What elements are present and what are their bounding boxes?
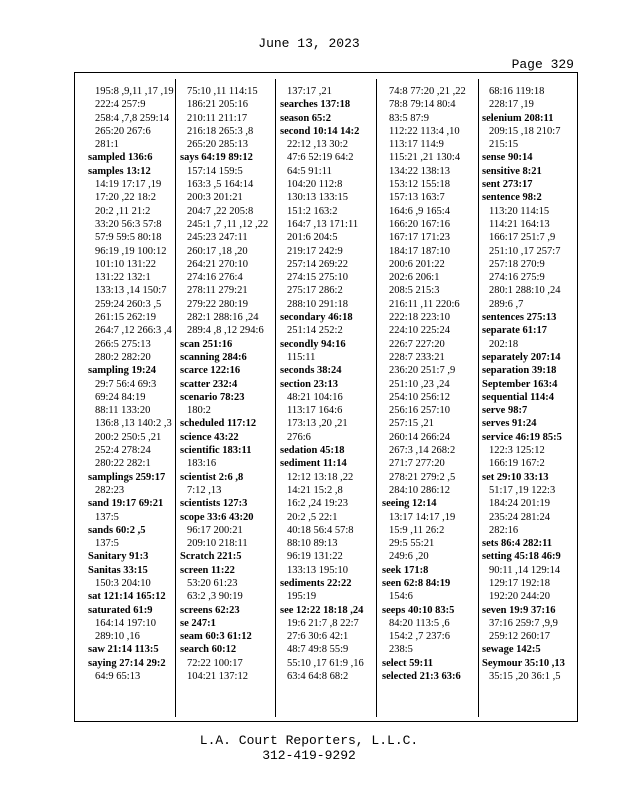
index-reference-line: 17:20 ,22 18:2: [95, 192, 156, 204]
index-headword-line: Sanitary 91:3: [88, 551, 149, 563]
index-reference-line: 209:15 ,18 210:7: [489, 125, 561, 137]
index-reference-line: 289:4 ,8 ,12 294:6: [187, 325, 264, 337]
index-column-2: [180, 85, 276, 683]
index-reference-line: 288:10 291:18: [287, 298, 348, 310]
index-reference-line: 136:8 ,13 140:2 ,3: [95, 418, 172, 430]
index-reference-line: 137:5: [95, 538, 119, 550]
index-headword-line: season 65:2: [280, 112, 332, 124]
footer-phone: 312-419-9292: [262, 748, 356, 763]
index-headword-line: science 43:22: [180, 431, 239, 443]
index-headword-line: scenario 78:23: [180, 391, 245, 403]
index-reference-line: 252:4 278:24: [95, 445, 151, 457]
index-headword-line: sewage 142:5: [482, 644, 541, 656]
index-headword-line: sense 90:14: [482, 152, 533, 164]
index-headword-line: separately 207:14: [482, 351, 561, 363]
index-reference-line: 55:10 ,17 61:9 ,16: [287, 657, 364, 669]
index-reference-line: 72:22 100:17: [187, 657, 243, 669]
index-reference-line: 69:24 84:19: [95, 391, 146, 403]
column-divider: [376, 79, 377, 717]
index-headword-line: scientific 183:11: [180, 445, 252, 457]
index-reference-line: 202:6 206:1: [389, 272, 440, 284]
index-reference-line: 210:11 211:17: [187, 112, 248, 124]
index-reference-line: 236:20 251:7 ,9: [389, 365, 456, 377]
index-column-4: [382, 85, 478, 683]
index-reference-line: 245:23 247:11: [187, 232, 248, 244]
index-headword-line: search 60:12: [180, 644, 237, 656]
index-reference-line: 29:5 55:21: [389, 538, 435, 550]
index-headword-line: saturated 61:9: [88, 604, 153, 616]
index-reference-line: 215:15: [489, 139, 519, 151]
index-reference-line: 265:20 267:6: [95, 125, 151, 137]
index-reference-line: 228:7 233:21: [389, 351, 445, 363]
index-reference-line: 289:10 ,16: [95, 631, 140, 643]
index-reference-line: 180:2: [187, 405, 211, 417]
index-headword-line: scan 251:16: [180, 338, 233, 350]
index-reference-line: 184:17 187:10: [389, 245, 450, 257]
index-reference-line: 278:21 279:2 ,5: [389, 471, 456, 483]
index-reference-line: 104:20 112:8: [287, 179, 343, 191]
index-headword-line: sedation 45:18: [280, 445, 345, 457]
index-reference-line: 51:17 ,19 122:3: [489, 484, 556, 496]
index-reference-line: 137:5: [95, 511, 119, 523]
index-reference-line: 265:20 285:13: [187, 139, 248, 151]
index-reference-line: 251:14 252:2: [287, 325, 343, 337]
index-reference-line: 75:10 ,11 114:15: [187, 86, 258, 97]
index-headword-line: says 64:19 89:12: [180, 152, 253, 164]
index-reference-line: 48:7 49:8 55:9: [287, 644, 349, 656]
index-reference-line: 151:2 163:2: [287, 205, 338, 217]
index-reference-line: 112:22 113:4 ,10: [389, 125, 460, 137]
index-reference-line: 251:10 ,23 ,24: [389, 378, 450, 390]
index-headword-line: sent 273:17: [482, 179, 533, 191]
index-reference-line: 37:16 259:7 ,9,9: [489, 617, 558, 629]
index-headword-line: scope 33:6 43:20: [180, 511, 254, 523]
index-reference-line: 281:1: [95, 139, 119, 151]
index-headword-line: service 46:19 85:5: [482, 431, 562, 443]
index-reference-line: 115:11: [287, 351, 316, 363]
index-headword-line: saw 21:14 113:5: [88, 644, 159, 656]
index-reference-line: 96:19 131:22: [287, 551, 343, 563]
index-reference-line: 16:2 ,24 19:23: [287, 498, 348, 510]
index-reference-line: 157:14 159:5: [187, 165, 243, 177]
index-reference-line: 267:3 ,14 268:2: [389, 445, 456, 457]
index-reference-line: 216:18 265:3 ,8: [187, 125, 254, 137]
index-column-5: [482, 85, 578, 683]
index-reference-line: 200:2 250:5 ,21: [95, 431, 162, 443]
index-reference-line: 278:11 279:21: [187, 285, 248, 297]
index-headword-line: secondly 94:16: [280, 338, 346, 350]
index-headword-line: selected 21:3 63:6: [382, 671, 461, 683]
index-headword-line: seeps 40:10 83:5: [382, 604, 455, 616]
column-divider: [175, 79, 176, 717]
index-reference-line: 96:17 200:21: [187, 524, 243, 536]
index-reference-line: 83:5 87:9: [389, 112, 429, 124]
index-headword-line: Seymour 35:10 ,13: [482, 657, 565, 669]
index-reference-line: 53:20 61:23: [187, 577, 238, 589]
index-reference-line: 266:5 275:13: [95, 338, 151, 350]
index-reference-line: 256:16 257:10: [389, 405, 450, 417]
index-column-1: [88, 85, 184, 683]
index-headword-line: seen 62:8 84:19: [382, 577, 451, 589]
index-reference-line: 228:17 ,19: [489, 99, 534, 111]
index-reference-line: 259:24 260:3 ,5: [95, 298, 162, 310]
index-reference-line: 219:17 242:9: [287, 245, 343, 257]
index-reference-line: 254:10 256:12: [389, 391, 450, 403]
index-headword-line: scientist 2:6 ,8: [180, 471, 244, 483]
index-headword-line: Sanitas 33:15: [88, 564, 148, 576]
index-reference-line: 133:13 ,14 150:7: [95, 285, 167, 297]
index-reference-line: 195:19: [287, 591, 317, 603]
index-reference-line: 63:2 ,3 90:19: [187, 591, 243, 603]
index-headword-line: second 10:14 14:2: [280, 125, 360, 137]
index-reference-line: 68:16 119:18: [489, 86, 545, 97]
index-reference-line: 279:22 280:19: [187, 298, 248, 310]
index-headword-line: searches 137:18: [280, 99, 351, 111]
index-headword-line: secondary 46:18: [280, 312, 353, 324]
index-column-3: [280, 85, 376, 683]
index-headword-line: serve 98:7: [482, 405, 528, 417]
index-reference-line: 201:6 204:5: [287, 232, 338, 244]
index-reference-line: 130:13 133:15: [287, 192, 348, 204]
index-reference-line: 113:20 114:15: [489, 205, 550, 217]
index-headword-line: sat 121:14 165:12: [88, 591, 166, 603]
index-reference-line: 96:19 ,19 100:12: [95, 245, 167, 257]
index-reference-line: 184:24 201:19: [489, 498, 550, 510]
index-reference-line: 88:10 89:13: [287, 538, 338, 550]
index-reference-line: 259:12 260:17: [489, 631, 550, 643]
index-headword-line: separation 39:18: [482, 365, 557, 377]
index-reference-line: 88:11 133:20: [95, 405, 151, 417]
index-reference-line: 7:12 ,13: [187, 484, 222, 496]
index-reference-line: 200:3 201:21: [187, 192, 243, 204]
index-reference-line: 280:1 288:10 ,24: [489, 285, 561, 297]
page-number: Page 329: [511, 57, 574, 72]
index-headword-line: sediments 22:22: [280, 577, 352, 589]
index-reference-line: 282:1 288:16 ,24: [187, 312, 259, 324]
index-reference-line: 22:12 ,13 30:2: [287, 139, 348, 151]
index-headword-line: September 163:4: [482, 378, 558, 390]
index-headword-line: sampled 136:6: [88, 152, 153, 164]
index-headword-line: setting 45:18 46:9: [482, 551, 561, 563]
index-headword-line: selenium 208:11: [482, 112, 554, 124]
index-reference-line: 226:7 227:20: [389, 338, 445, 350]
index-headword-line: seam 60:3 61:12: [180, 631, 252, 643]
index-reference-line: 164:14 197:10: [95, 617, 156, 629]
index-headword-line: set 29:10 33:13: [482, 471, 549, 483]
index-reference-line: 64:9 65:13: [95, 671, 141, 683]
index-reference-line: 280:2 282:20: [95, 351, 151, 363]
index-reference-line: 166:19 167:2: [489, 458, 545, 470]
index-reference-line: 166:20 167:16: [389, 218, 450, 230]
index-headword-line: samples 13:12: [88, 165, 151, 177]
index-headword-line: scatter 232:4: [180, 378, 238, 390]
index-reference-line: 84:20 113:5 ,6: [389, 617, 450, 629]
index-reference-line: 157:13 163:7: [389, 192, 445, 204]
index-reference-line: 90:11 ,14 129:14: [489, 564, 561, 576]
column-divider: [275, 79, 276, 717]
index-reference-line: 164:6 ,9 165:4: [389, 205, 450, 217]
index-reference-line: 209:10 218:11: [187, 538, 248, 550]
transcript-date: June 13, 2023: [258, 36, 360, 51]
index-reference-line: 173:13 ,20 ,21: [287, 418, 348, 430]
index-reference-line: 101:10 131:22: [95, 258, 156, 270]
index-headword-line: sampling 19:24: [88, 365, 156, 377]
index-reference-line: 275:17 286:2: [287, 285, 343, 297]
index-headword-line: section 23:13: [280, 378, 339, 390]
index-reference-line: 137:17 ,21: [287, 86, 332, 97]
index-reference-line: 153:12 155:18: [389, 179, 450, 191]
index-reference-line: 200:6 201:22: [389, 258, 445, 270]
index-reference-line: 40:18 56:4 57:8: [287, 524, 354, 536]
index-reference-line: 19:6 21:7 ,8 22:7: [287, 617, 359, 629]
index-reference-line: 264:21 270:10: [187, 258, 248, 270]
index-reference-line: 134:22 138:13: [389, 165, 450, 177]
index-headword-line: see 12:22 18:18 ,24: [280, 604, 364, 616]
index-headword-line: sets 86:4 282:11: [482, 538, 552, 550]
index-headword-line: sentence 98:2: [482, 192, 542, 204]
index-reference-line: 29:7 56:4 69:3: [95, 378, 157, 390]
index-reference-line: 238:5: [389, 644, 413, 656]
index-headword-line: sequential 114:4: [482, 391, 555, 403]
index-reference-line: 12:12 13:18 ,22: [287, 471, 354, 483]
index-reference-line: 48:21 104:16: [287, 391, 343, 403]
index-reference-line: 251:10 ,17 257:7: [489, 245, 561, 257]
index-reference-line: 166:17 251:7 ,9: [489, 232, 556, 244]
index-reference-line: 245:1 ,7 ,11 ,12 ,22: [187, 218, 269, 230]
index-reference-line: 282:23: [95, 484, 125, 496]
index-headword-line: scheduled 117:12: [180, 418, 257, 430]
index-reference-line: 208:5 215:3: [389, 285, 440, 297]
index-reference-line: 195:8 ,9,11 ,17 ,19: [95, 86, 174, 97]
index-reference-line: 27:6 30:6 42:1: [287, 631, 349, 643]
index-headword-line: scanning 284:6: [180, 351, 247, 363]
index-headword-line: scientists 127:3: [180, 498, 248, 510]
index-reference-line: 183:16: [187, 458, 217, 470]
index-reference-line: 133:13 195:10: [287, 564, 348, 576]
index-reference-line: 282:16: [489, 524, 519, 536]
index-reference-line: 74:8 77:20 ,21 ,22: [389, 86, 466, 97]
index-headword-line: seven 19:9 37:16: [482, 604, 556, 616]
index-reference-line: 235:24 281:24: [489, 511, 550, 523]
index-reference-line: 47:6 52:19 64:2: [287, 152, 354, 164]
index-reference-line: 257:15 ,21: [389, 418, 434, 430]
index-reference-line: 276:6: [287, 431, 311, 443]
index-reference-line: 57:9 59:5 80:18: [95, 232, 162, 244]
index-reference-line: 114:21 164:13: [489, 218, 550, 230]
index-reference-line: 222:18 223:10: [389, 312, 450, 324]
index-reference-line: 192:20 244:20: [489, 591, 550, 603]
index-reference-line: 33:20 56:3 57:8: [95, 218, 162, 230]
index-headword-line: seek 171:8: [382, 564, 429, 576]
column-divider: [478, 79, 479, 717]
index-reference-line: 216:11 ,11 220:6: [389, 298, 460, 310]
index-reference-line: 122:3 125:12: [489, 445, 545, 457]
index-reference-line: 13:17 14:17 ,19: [389, 511, 456, 523]
index-reference-line: 20:2 ,5 22:1: [287, 511, 338, 523]
index-headword-line: screens 62:23: [180, 604, 240, 616]
index-headword-line: samplings 259:17: [88, 471, 166, 483]
index-headword-line: saying 27:14 29:2: [88, 657, 166, 669]
index-reference-line: 222:4 257:9: [95, 99, 146, 111]
index-headword-line: sensitive 8:21: [482, 165, 542, 177]
index-reference-line: 202:18: [489, 338, 519, 350]
index-headword-line: sentences 275:13: [482, 312, 557, 324]
index-headword-line: sands 60:2 ,5: [88, 524, 146, 536]
index-reference-line: 204:7 ,22 205:8: [187, 205, 254, 217]
footer-company: L.A. Court Reporters, L.L.C.: [199, 733, 419, 748]
index-reference-line: 258:4 ,7,8 259:14: [95, 112, 170, 124]
index-headword-line: Scratch 221:5: [180, 551, 242, 563]
index-reference-line: 20:2 ,11 21:2: [95, 205, 151, 217]
index-headword-line: select 59:11: [382, 657, 434, 669]
index-reference-line: 264:7 ,12 266:3 ,4: [95, 325, 172, 337]
index-reference-line: 78:8 79:14 80:4: [389, 99, 456, 111]
index-reference-line: 35:15 ,20 36:1 ,5: [489, 671, 561, 683]
index-headword-line: scarce 122:16: [180, 365, 241, 377]
index-reference-line: 260:14 266:24: [389, 431, 450, 443]
index-reference-line: 249:6 ,20: [389, 551, 429, 563]
index-reference-line: 274:16 275:9: [489, 272, 545, 284]
index-reference-line: 14:19 17:17 ,19: [95, 179, 162, 191]
index-reference-line: 154:2 ,7 237:6: [389, 631, 450, 643]
index-reference-line: 271:7 277:20: [389, 458, 445, 470]
index-reference-line: 274:16 276:4: [187, 272, 243, 284]
index-headword-line: sediment 11:14: [280, 458, 347, 470]
index-reference-line: 154:6: [389, 591, 413, 603]
index-reference-line: 14:21 15:2 ,8: [287, 484, 343, 496]
index-headword-line: seconds 38:24: [280, 365, 342, 377]
index-reference-line: 15:9 ,11 26:2: [389, 524, 445, 536]
index-reference-line: 131:22 132:1: [95, 272, 151, 284]
index-reference-line: 167:17 171:23: [389, 232, 450, 244]
index-reference-line: 164:7 ,13 171:11: [287, 218, 359, 230]
index-headword-line: sand 19:17 69:21: [88, 498, 164, 510]
index-headword-line: screen 11:22: [180, 564, 235, 576]
index-reference-line: 163:3 ,5 164:14: [187, 179, 254, 191]
index-headword-line: seeing 12:14: [382, 498, 437, 510]
index-reference-line: 104:21 137:12: [187, 671, 248, 683]
index-reference-line: 63:4 64:8 68:2: [287, 671, 349, 683]
index-reference-line: 284:10 286:12: [389, 484, 450, 496]
index-reference-line: 150:3 204:10: [95, 577, 151, 589]
index-reference-line: 261:15 262:19: [95, 312, 156, 324]
index-frame: [74, 72, 578, 722]
index-reference-line: 257:14 269:22: [287, 258, 348, 270]
index-reference-line: 280:22 282:1: [95, 458, 151, 470]
index-headword-line: separate 61:17: [482, 325, 548, 337]
index-reference-line: 129:17 192:18: [489, 577, 550, 589]
index-reference-line: 113:17 114:9: [389, 139, 444, 151]
index-reference-line: 257:18 270:9: [489, 258, 545, 270]
index-reference-line: 186:21 205:16: [187, 99, 248, 111]
index-reference-line: 113:17 164:6: [287, 405, 343, 417]
index-reference-line: 115:21 ,21 130:4: [389, 152, 461, 164]
index-reference-line: 224:10 225:24: [389, 325, 450, 337]
index-headword-line: serves 91:24: [482, 418, 537, 430]
index-reference-line: 289:6 ,7: [489, 298, 524, 310]
index-reference-line: 260:17 ,18 ,20: [187, 245, 248, 257]
index-reference-line: 274:15 275:10: [287, 272, 348, 284]
index-reference-line: 64:5 91:11: [287, 165, 332, 177]
index-headword-line: se 247:1: [180, 617, 216, 629]
